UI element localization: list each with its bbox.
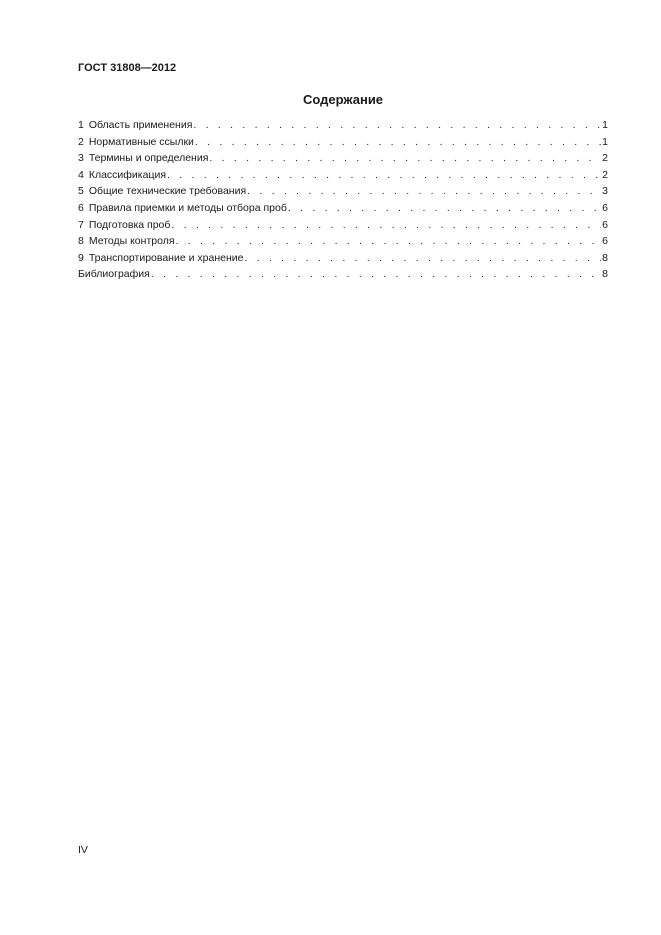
toc-label: Нормативные ссылки [88,135,194,148]
toc-label: Термины и определения [88,152,209,165]
toc-number: 4 [78,168,84,181]
toc-number: 9 [78,251,84,264]
toc-entry[interactable] [78,185,608,202]
toc-entry[interactable] [78,219,608,236]
toc-label: Подготовка проб [88,218,171,231]
toc-number: 6 [78,201,84,214]
dot-leader [247,185,601,197]
toc-label: Правила приемки и методы отбора проб [88,201,287,214]
dot-leader [151,268,601,280]
toc-label: Область применения [88,119,193,131]
page-title: Содержание [302,92,384,107]
dot-leader [193,119,601,131]
toc-label: Общие технические требования [88,185,247,198]
toc-number: 7 [78,218,84,231]
toc-label: Транспортирование и хранение [88,251,244,264]
toc-number: 5 [78,185,84,198]
dot-leader [244,252,601,264]
toc-page: 1 [602,119,608,131]
toc-page: 8 [602,251,608,264]
document-id: ГОСТ 31808—2012 [78,62,177,74]
toc-page: 6 [602,235,608,248]
toc-entry[interactable] [78,235,608,252]
dot-leader [167,169,601,181]
toc-page: 6 [602,218,608,231]
dot-leader [209,152,601,164]
toc-page: 6 [602,201,608,214]
toc-entry[interactable] [78,169,608,186]
page-number: IV [78,844,88,856]
toc-page: 2 [602,152,608,165]
toc-entry[interactable] [78,268,608,285]
toc-label: Методы контроля [88,235,175,248]
toc-entry[interactable] [78,136,608,153]
dot-leader [176,235,602,247]
toc-label: Классификация [88,168,167,181]
dot-leader [171,219,601,231]
toc-number: 2 [78,135,84,148]
toc-label: Библиография [78,268,150,281]
toc-page: 3 [602,185,608,198]
toc-page: 8 [602,268,608,281]
toc-entry[interactable] [78,202,608,219]
toc-number: 3 [78,152,84,165]
toc-number: 8 [78,235,84,248]
dot-leader [195,136,601,148]
toc-page: 2 [602,168,608,181]
toc-entry[interactable] [78,152,608,169]
toc-entry[interactable] [78,119,608,136]
toc-entry[interactable] [78,252,608,269]
table-of-contents [78,119,608,285]
dot-leader [288,202,601,214]
toc-number: 1 [78,119,84,131]
toc-page: 1 [602,135,608,148]
